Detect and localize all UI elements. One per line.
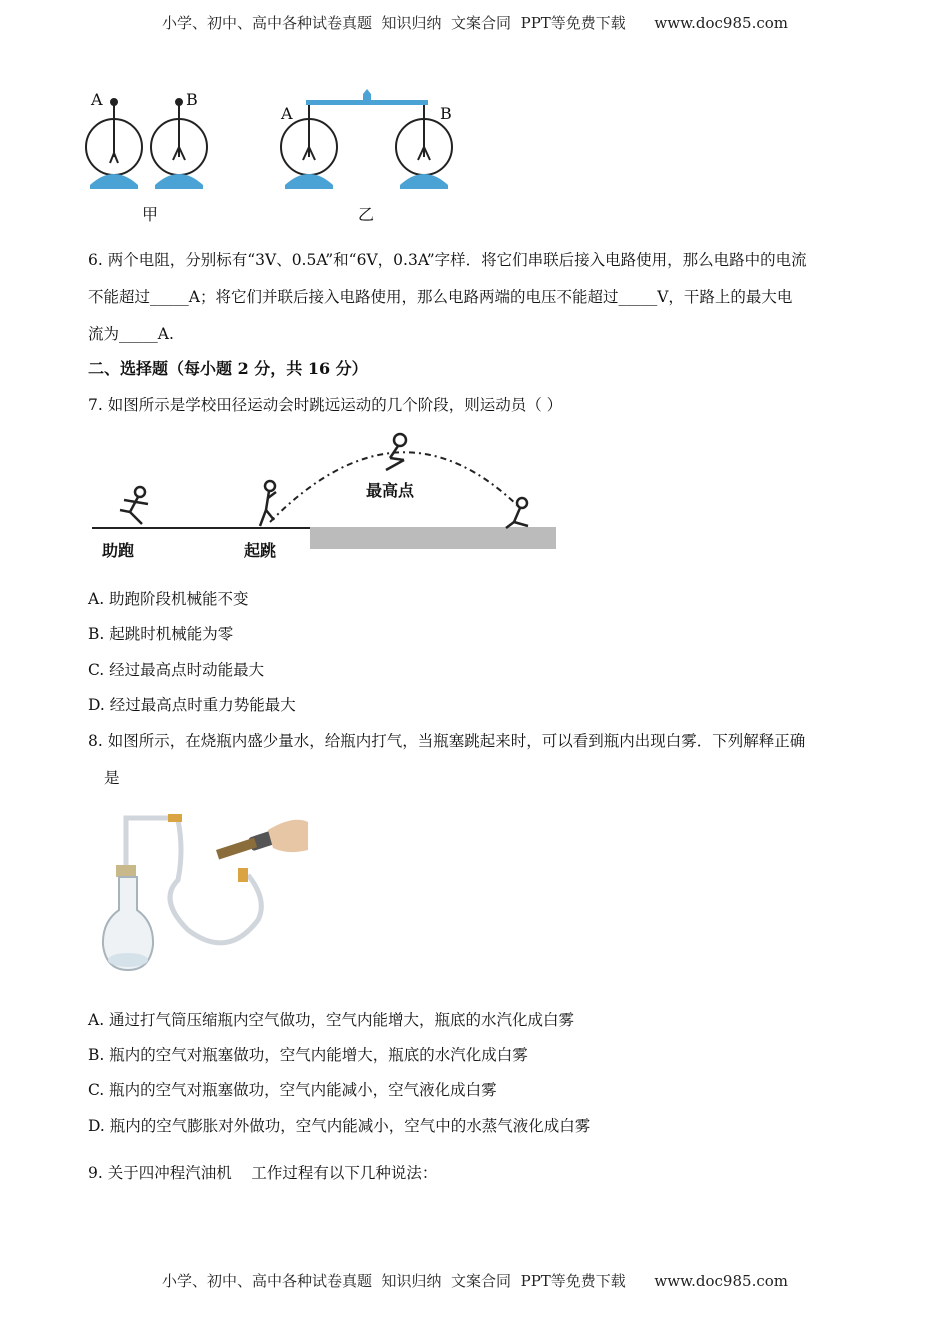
label-a-right: A xyxy=(281,104,293,123)
q7-option-d: D. 经过最高点时重力势能最大 xyxy=(88,696,296,714)
q7-stem: 7. 如图所示是学校田径运动会时跳远运动的几个阶段，则运动员（ ） xyxy=(88,396,563,414)
stand-a-left xyxy=(90,174,138,189)
q8-option-c: C. 瓶内的空气对瓶塞做功，空气内能减小，空气液化成白雾 xyxy=(88,1081,497,1099)
pump-valve xyxy=(238,868,248,882)
stand-b-left xyxy=(155,174,203,189)
label-b-right: B xyxy=(440,104,452,123)
sand-pit xyxy=(310,527,556,549)
long-jump-figure xyxy=(90,430,560,560)
caption-yi: 乙 xyxy=(358,205,375,224)
q8-stem-line1: 8. 如图所示，在烧瓶内盛少量水，给瓶内打气，当瓶塞跳起来时，可以看到瓶内出现白雾．下列解释正确 xyxy=(88,732,806,750)
tube-joint xyxy=(168,814,182,822)
jumper-landing-figure xyxy=(506,498,528,528)
q8-option-a: A. 通过打气筒压缩瓶内空气做功，空气内能增大，瓶底的水汽化成白雾 xyxy=(88,1011,575,1029)
page-footer: 小学、初中、高中各种试卷真题 知识归纳 文案合同 PPT等免费下载 www.doc985.com xyxy=(161,1272,788,1290)
label-run: 助跑 xyxy=(102,541,135,560)
q8-option-d: D. 瓶内的空气膨胀对外做功，空气内能减小，空气中的水蒸气液化成白雾 xyxy=(88,1117,591,1135)
q7-option-c: C. 经过最高点时动能最大 xyxy=(88,661,265,679)
rod-handle xyxy=(363,89,371,105)
q7-option-b: B. 起跳时机械能为零 xyxy=(88,625,234,643)
pump-barrel xyxy=(216,838,257,860)
stopper xyxy=(116,865,136,877)
caption-jia: 甲 xyxy=(142,205,159,224)
label-peak: 最高点 xyxy=(366,481,415,500)
label-b-left: B xyxy=(186,90,198,109)
electroscope-b-left xyxy=(151,99,207,175)
label-takeoff: 起跳 xyxy=(244,541,277,560)
flask-water xyxy=(108,953,148,967)
q6-line2: 不能超过_____A；将它们并联后接入电路使用，那么电路两端的电压不能超过_____V，干路上的最大电 xyxy=(88,288,793,306)
hand xyxy=(268,820,308,852)
section-title: 二、选择题（每小题 2 分，共 16 分） xyxy=(88,359,368,378)
label-a-left: A xyxy=(91,90,103,109)
stand-b-right xyxy=(400,174,448,189)
jumper-takeoff-figure xyxy=(260,481,276,526)
q6-line1: 6. 两个电阻，分别标有“3V、0.5A”和“6V，0.3A”字样．将它们串联后接入电路使用，那么电路中的电流 xyxy=(88,251,807,269)
q8-stem-line2: 是 xyxy=(104,769,120,787)
q7-option-a: A. 助跑阶段机械能不变 xyxy=(88,590,249,608)
electroscope-a-left xyxy=(86,99,142,175)
q9-stem: 9. 关于四冲程汽油机 工作过程有以下几种说法： xyxy=(88,1164,438,1182)
q6-line3: 流为_____A. xyxy=(88,325,174,343)
page-header: 小学、初中、高中各种试卷真题 知识归纳 文案合同 PPT等免费下载 www.doc985.com xyxy=(161,14,788,32)
runner-figure xyxy=(120,487,148,524)
electroscope-figure xyxy=(84,85,484,195)
q8-option-b: B. 瓶内的空气对瓶塞做功，空气内能增大，瓶底的水汽化成白雾 xyxy=(88,1046,528,1064)
stand-a-right xyxy=(285,174,333,189)
flask-pump-figure xyxy=(98,810,308,980)
